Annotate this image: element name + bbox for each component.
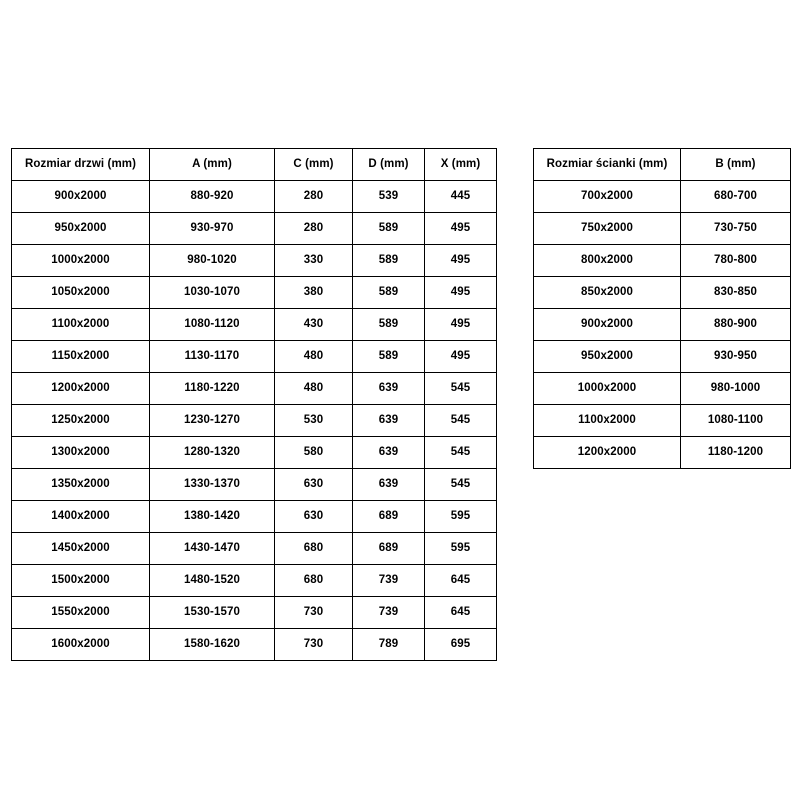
table-row	[12, 309, 497, 341]
cell-x: 545	[425, 405, 497, 437]
cell-door-size: 1600x2000	[12, 629, 150, 661]
cell-c: 730	[275, 629, 353, 661]
cell-c: 580	[275, 437, 353, 469]
cell-b: 880-900	[681, 309, 791, 341]
cell-a: 1180-1220	[150, 373, 275, 405]
cell-x: 495	[425, 309, 497, 341]
cell-wall-size: 950x2000	[534, 341, 681, 373]
cell-d: 589	[353, 245, 425, 277]
table-header-row	[534, 149, 791, 181]
doors-size-table	[11, 148, 497, 661]
cell-door-size: 1400x2000	[12, 501, 150, 533]
table-row	[12, 373, 497, 405]
cell-x: 495	[425, 277, 497, 309]
cell-a: 1580-1620	[150, 629, 275, 661]
cell-wall-size: 1100x2000	[534, 405, 681, 437]
doors-table-head	[12, 149, 497, 181]
table-row	[534, 405, 791, 437]
table-row	[534, 373, 791, 405]
cell-wall-size: 1200x2000	[534, 437, 681, 469]
cell-x: 595	[425, 501, 497, 533]
table-row	[12, 341, 497, 373]
cell-b: 980-1000	[681, 373, 791, 405]
cell-b: 930-950	[681, 341, 791, 373]
cell-a: 1330-1370	[150, 469, 275, 501]
cell-d: 639	[353, 437, 425, 469]
table-row	[12, 533, 497, 565]
cell-door-size: 1150x2000	[12, 341, 150, 373]
cell-door-size: 1350x2000	[12, 469, 150, 501]
cell-wall-size: 700x2000	[534, 181, 681, 213]
cell-x: 645	[425, 565, 497, 597]
cell-c: 380	[275, 277, 353, 309]
cell-a: 880-920	[150, 181, 275, 213]
column-header-door-size: Rozmiar drzwi (mm)	[12, 149, 150, 181]
cell-d: 539	[353, 181, 425, 213]
cell-door-size: 1200x2000	[12, 373, 150, 405]
cell-d: 639	[353, 405, 425, 437]
cell-c: 480	[275, 341, 353, 373]
cell-a: 1230-1270	[150, 405, 275, 437]
cell-door-size: 950x2000	[12, 213, 150, 245]
cell-wall-size: 900x2000	[534, 309, 681, 341]
cell-x: 645	[425, 597, 497, 629]
cell-a: 1430-1470	[150, 533, 275, 565]
cell-c: 730	[275, 597, 353, 629]
cell-c: 280	[275, 213, 353, 245]
table-row	[12, 437, 497, 469]
cell-c: 630	[275, 469, 353, 501]
wall-table-body	[534, 181, 791, 469]
cell-b: 780-800	[681, 245, 791, 277]
cell-d: 639	[353, 469, 425, 501]
cell-x: 495	[425, 245, 497, 277]
cell-d: 589	[353, 309, 425, 341]
table-row	[12, 213, 497, 245]
cell-d: 689	[353, 533, 425, 565]
cell-door-size: 1300x2000	[12, 437, 150, 469]
cell-door-size: 900x2000	[12, 181, 150, 213]
cell-a: 980-1020	[150, 245, 275, 277]
table-row	[12, 245, 497, 277]
wall-size-table-container	[533, 148, 791, 469]
doors-table-body	[12, 181, 497, 661]
wall-table-head	[534, 149, 791, 181]
column-header-wall-size: Rozmiar ścianki (mm)	[534, 149, 681, 181]
cell-x: 545	[425, 469, 497, 501]
column-header-a: A (mm)	[150, 149, 275, 181]
cell-door-size: 1250x2000	[12, 405, 150, 437]
table-row	[534, 309, 791, 341]
cell-b: 680-700	[681, 181, 791, 213]
table-row	[12, 629, 497, 661]
cell-a: 930-970	[150, 213, 275, 245]
table-row	[12, 501, 497, 533]
cell-a: 1380-1420	[150, 501, 275, 533]
column-header-d: D (mm)	[353, 149, 425, 181]
table-row	[534, 277, 791, 309]
cell-d: 739	[353, 565, 425, 597]
table-row	[12, 181, 497, 213]
cell-c: 480	[275, 373, 353, 405]
cell-d: 639	[353, 373, 425, 405]
cell-c: 680	[275, 533, 353, 565]
cell-a: 1030-1070	[150, 277, 275, 309]
cell-door-size: 1450x2000	[12, 533, 150, 565]
cell-d: 589	[353, 277, 425, 309]
table-row	[12, 565, 497, 597]
cell-c: 630	[275, 501, 353, 533]
cell-a: 1530-1570	[150, 597, 275, 629]
cell-c: 680	[275, 565, 353, 597]
cell-door-size: 1100x2000	[12, 309, 150, 341]
cell-wall-size: 1000x2000	[534, 373, 681, 405]
cell-x: 495	[425, 341, 497, 373]
table-row	[12, 277, 497, 309]
cell-x: 495	[425, 213, 497, 245]
cell-x: 695	[425, 629, 497, 661]
table-row	[534, 213, 791, 245]
table-row	[12, 469, 497, 501]
cell-b: 730-750	[681, 213, 791, 245]
cell-c: 530	[275, 405, 353, 437]
cell-door-size: 1500x2000	[12, 565, 150, 597]
table-row	[534, 181, 791, 213]
cell-x: 445	[425, 181, 497, 213]
table-row	[534, 437, 791, 469]
table-row	[12, 405, 497, 437]
cell-d: 589	[353, 213, 425, 245]
cell-a: 1130-1170	[150, 341, 275, 373]
wall-size-table	[533, 148, 791, 469]
cell-door-size: 1000x2000	[12, 245, 150, 277]
cell-x: 545	[425, 437, 497, 469]
cell-wall-size: 850x2000	[534, 277, 681, 309]
cell-x: 595	[425, 533, 497, 565]
cell-d: 789	[353, 629, 425, 661]
cell-b: 1180-1200	[681, 437, 791, 469]
cell-wall-size: 800x2000	[534, 245, 681, 277]
cell-c: 430	[275, 309, 353, 341]
table-row	[12, 597, 497, 629]
cell-c: 280	[275, 181, 353, 213]
table-header-row	[12, 149, 497, 181]
doors-size-table-container	[11, 148, 497, 661]
cell-wall-size: 750x2000	[534, 213, 681, 245]
cell-a: 1280-1320	[150, 437, 275, 469]
cell-a: 1480-1520	[150, 565, 275, 597]
cell-b: 830-850	[681, 277, 791, 309]
cell-door-size: 1050x2000	[12, 277, 150, 309]
cell-d: 589	[353, 341, 425, 373]
cell-a: 1080-1120	[150, 309, 275, 341]
table-row	[534, 245, 791, 277]
column-header-x: X (mm)	[425, 149, 497, 181]
cell-door-size: 1550x2000	[12, 597, 150, 629]
table-row	[534, 341, 791, 373]
column-header-c: C (mm)	[275, 149, 353, 181]
cell-d: 689	[353, 501, 425, 533]
cell-d: 739	[353, 597, 425, 629]
cell-b: 1080-1100	[681, 405, 791, 437]
cell-x: 545	[425, 373, 497, 405]
cell-c: 330	[275, 245, 353, 277]
column-header-b: B (mm)	[681, 149, 791, 181]
